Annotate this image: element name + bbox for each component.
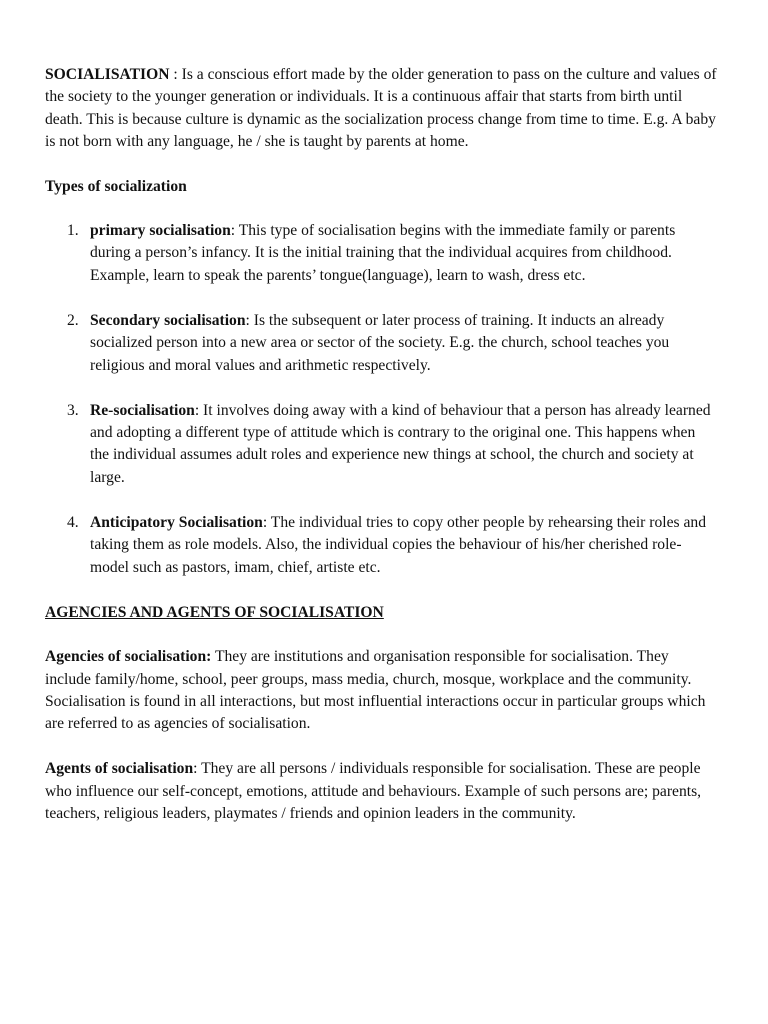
agencies-term: Agencies of socialisation: — [45, 648, 212, 666]
intro-paragraph — [45, 64, 717, 154]
list-item-number: 4. — [67, 513, 79, 531]
agencies-paragraph — [45, 646, 717, 736]
list-item-text: : Is the subsequent or later process of training. It inducts an already socialized person into a new area or sector of the society. E.g. the church, school teaches you religious and moral values and arithmetic respectively. — [90, 311, 670, 374]
agencies-heading: AGENCIES AND AGENTS OF SOCIALISATION — [45, 603, 384, 621]
list-item-number: 1. — [67, 222, 79, 240]
list-item — [45, 512, 717, 579]
types-list — [45, 220, 717, 579]
agents-term: Agents of socialisation — [45, 760, 194, 778]
list-item-term: Secondary socialisation — [90, 311, 246, 329]
list-item-number: 3. — [67, 401, 79, 419]
list-item — [45, 400, 717, 490]
list-item-term: Anticipatory Socialisation — [90, 513, 263, 531]
agents-text: : They are all persons / individuals responsible for socialisation. These are people who influence our self-concept, emotions, attitude and behaviours. Example of such persons are; parents, teachers, religious leaders, playmates / friends and opinion leaders in the community. — [45, 760, 702, 823]
intro-term: SOCIALISATION — [45, 66, 170, 83]
list-item-term: primary socialisation — [90, 222, 231, 240]
agents-paragraph — [45, 758, 717, 825]
list-item-text: : This type of socialisation begins with the immediate family or parents during a person’s infancy. It is the initial training that the individual acquires from childhood. Example, learn to speak the parents’ tongue(language), learn to wash, dress etc. — [90, 222, 676, 284]
types-heading: Types of socialization — [45, 177, 187, 195]
list-item-number: 2. — [67, 311, 79, 329]
list-item — [45, 220, 717, 287]
intro-text: : Is a conscious effort made by the older generation to pass on the culture and values of the society to the younger generation or individuals. It is a continuous affair that starts from birth until death. This is because culture is dynamic as the socialization process change from time to time. E.g. A baby is not born with any language, he / she is taught by parents at home. — [45, 66, 717, 151]
list-item-term: Re-socialisation — [90, 401, 195, 419]
document-page — [45, 64, 717, 848]
list-item-text: : It involves doing away with a kind of behaviour that a person has already learned and adopting a different type of attitude which is contrary to the original one. This happens when the individual assumes adult roles and experience new things at school, the church and society at large. — [90, 401, 711, 486]
list-item — [45, 310, 717, 377]
list-item-text: : The individual tries to copy other people by rehearsing their roles and taking them as role models. Also, the individual copies the behaviour of his/her cherished role-model such as pastors, imam, chief, artiste etc. — [90, 513, 706, 576]
agencies-text: They are institutions and organisation responsible for socialisation. They include family/home, school, peer groups, mass media, church, mosque, workplace and the community. Socialisation is found in all interactions, but most influential interactions occur in particular groups which are referred to as agencies of socialisation. — [45, 648, 706, 733]
